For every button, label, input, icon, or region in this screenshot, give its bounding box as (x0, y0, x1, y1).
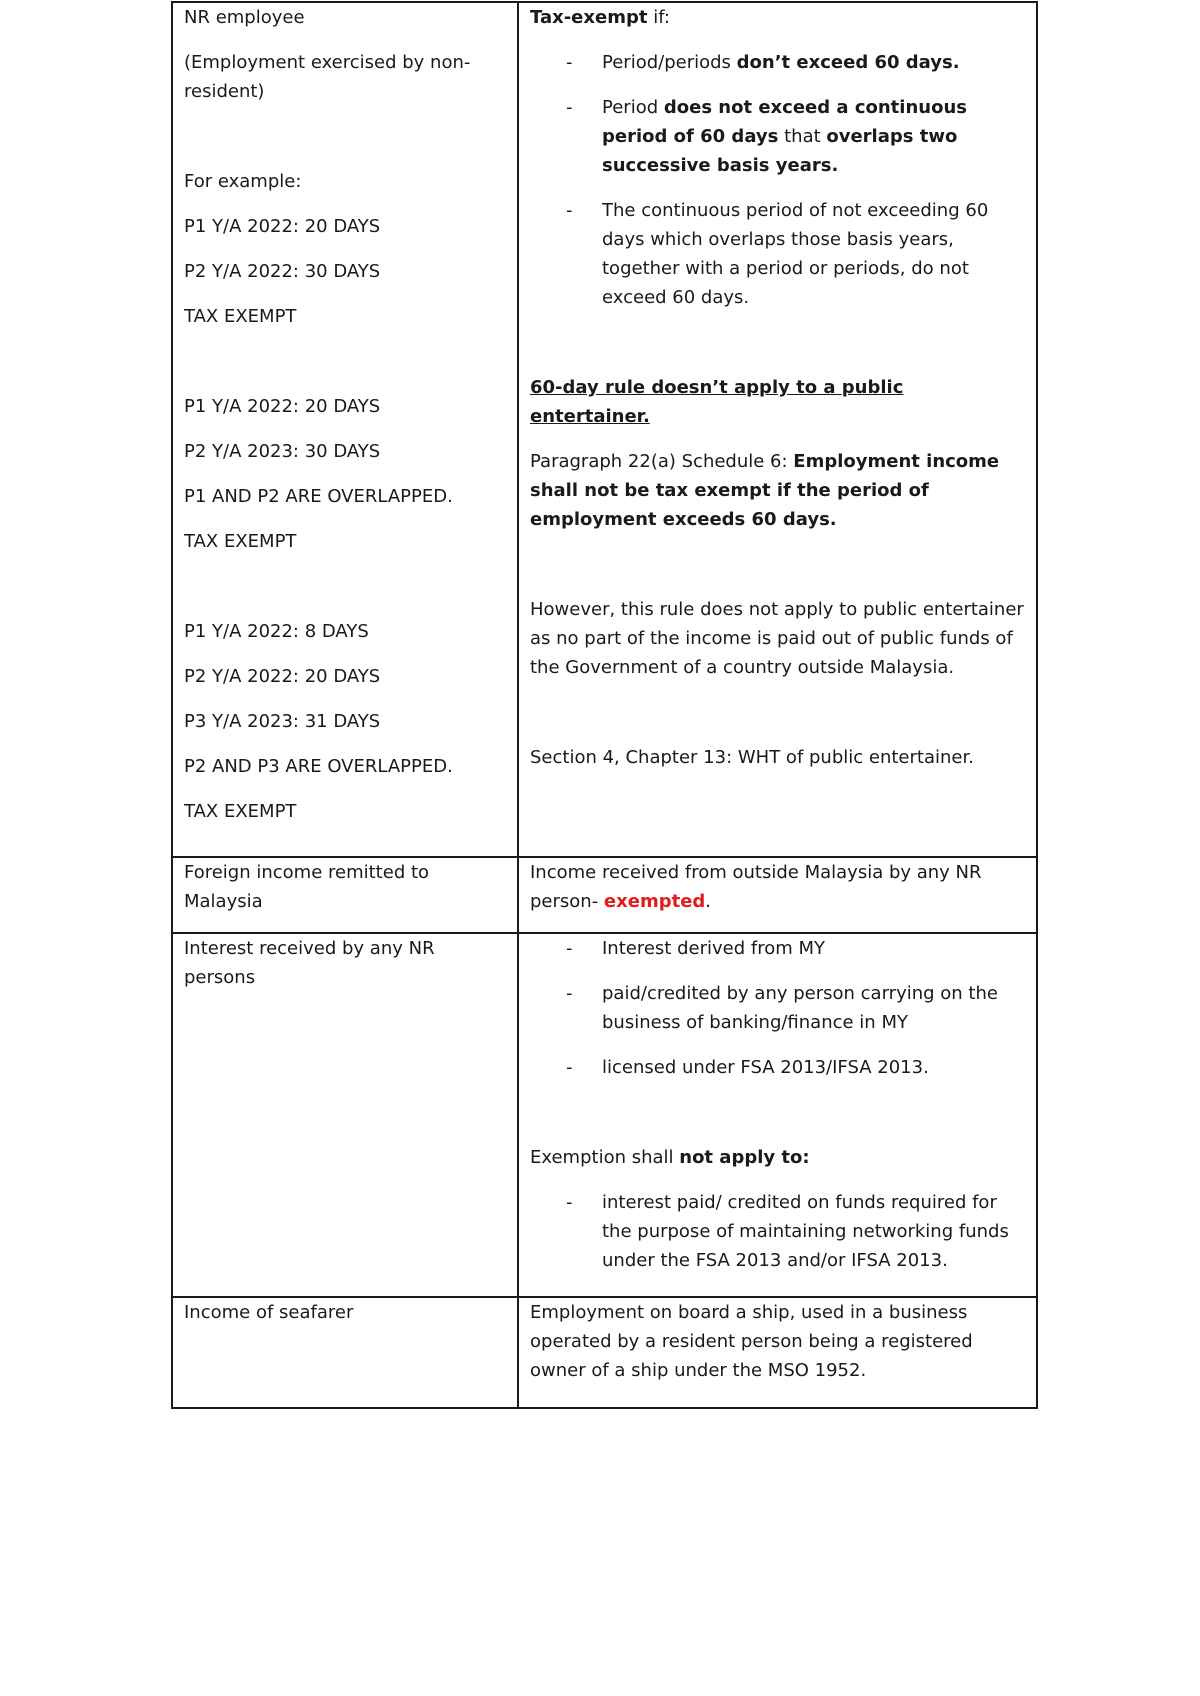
table-row-nr-employee (172, 2, 1037, 857)
table-row-interest (172, 933, 1037, 1297)
exempted-label: exempted (603, 891, 706, 912)
exemption-heading: Exemption shall not apply to: (530, 1147, 810, 1168)
example-line: P1 AND P2 ARE OVERLAPPED. (184, 486, 453, 507)
table-row-seafarer (172, 1297, 1037, 1408)
list-item: - Interest derived from MY (566, 938, 825, 959)
example-line: TAX EXEMPT (184, 531, 297, 552)
list-item: - licensed under FSA 2013/IFSA 2013. (566, 1057, 929, 1078)
example-line: P2 Y/A 2022: 30 DAYS (184, 261, 381, 282)
row-detail-cell (518, 1297, 1037, 1408)
list-item: - Period does not exceed a continuous period of 60 days that overlaps two successive basis years. (566, 97, 967, 176)
example-line: P1 Y/A 2022: 20 DAYS (184, 396, 381, 417)
example-label: For example: (184, 171, 302, 192)
foreign-income-text: Income received from outside Malaysia by any NR person- exempted. (530, 862, 982, 912)
row-title: Income of seafarer (184, 1302, 354, 1323)
rule-heading: 60-day rule doesn’t apply to a public entertainer. (530, 377, 904, 427)
row-label-cell (172, 857, 518, 933)
row-label-cell (172, 1297, 518, 1408)
example-line: P2 AND P3 ARE OVERLAPPED. (184, 756, 453, 777)
exemption-table (171, 1, 1038, 1409)
tax-exempt-heading: Tax-exempt if: (530, 7, 670, 28)
row-subtitle: (Employment exercised by non-resident) (184, 52, 471, 102)
row-label-cell (172, 933, 518, 1297)
example-line: P2 Y/A 2023: 30 DAYS (184, 441, 381, 462)
example-line: P3 Y/A 2023: 31 DAYS (184, 711, 381, 732)
list-item: - The continuous period of not exceeding 60 days which overlaps those basis years, together with a period or periods, do not exceed 60 days. (566, 200, 989, 308)
example-line: TAX EXEMPT (184, 306, 297, 327)
row-title: Foreign income remitted to Malaysia (184, 862, 430, 912)
row-detail-cell (518, 933, 1037, 1297)
row-detail-cell (518, 857, 1037, 933)
example-line: P1 Y/A 2022: 8 DAYS (184, 621, 369, 642)
example-line: P2 Y/A 2022: 20 DAYS (184, 666, 381, 687)
row-detail-cell (518, 2, 1037, 857)
row-title: NR employee (184, 7, 305, 28)
list-item: - interest paid/ credited on funds required for the purpose of maintaining networking funds under the FSA 2013 and/or IFSA 2013. (566, 1192, 1009, 1271)
example-line: TAX EXEMPT (184, 801, 297, 822)
row-label-cell (172, 2, 518, 857)
list-item: - paid/credited by any person carrying on the business of banking/finance in MY (566, 983, 998, 1033)
seafarer-text: Employment on board a ship, used in a business operated by a resident person being a registered owner of a ship under the MSO 1952. (530, 1302, 973, 1381)
however-paragraph: However, this rule does not apply to public entertainer as no part of the income is paid out of public funds of the Government of a country outside Malaysia. (530, 599, 1024, 678)
section-4-note: Section 4, Chapter 13: WHT of public entertainer. (530, 747, 974, 768)
row-title: Interest received by any NR persons (184, 938, 435, 988)
example-line: P1 Y/A 2022: 20 DAYS (184, 216, 381, 237)
list-item: - Period/periods don’t exceed 60 days. (566, 52, 960, 73)
table-row-foreign-income (172, 857, 1037, 933)
paragraph-22a: Paragraph 22(a) Schedule 6: Employment income shall not be tax exempt if the period of employment exceeds 60 days. (530, 451, 1000, 530)
